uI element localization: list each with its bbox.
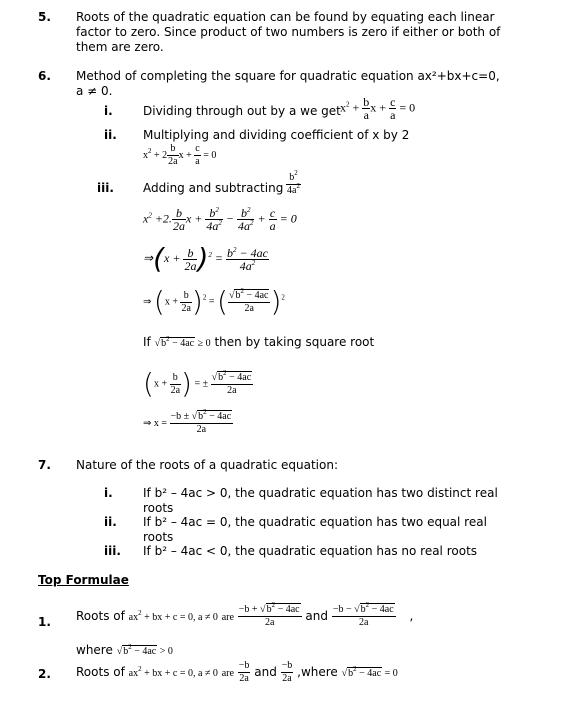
item-6-sub-iii-text: Adding and subtracting <box>143 181 284 195</box>
case-i-line-1: If b² – 4ac > 0, the quadratic equation has two distinct real <box>143 486 498 500</box>
equation-multiply-divide: $x^2 + 2$ $\frac{b}{2a}$ x + $\frac{c}{a}$ = 0 <box>143 143 217 167</box>
formula-2-where: ,where <box>297 665 338 679</box>
item-6-line-1: Method of completing the square for quadratic equation ax²+bx+c=0, <box>76 69 500 83</box>
item-6-sub-ii-label: ii. <box>104 128 117 142</box>
case-i-line-2: roots <box>143 501 174 515</box>
formula-2-and: and <box>254 665 277 679</box>
formula-2-line: Roots of $ax^2$ + bx + c = 0, a ≠ 0 are $\frac{-b}{2a}$ and $\frac{-b}{2a}$ ,where $√b^2 - 4ac = 0$ <box>76 660 398 684</box>
item-5-number: 5. <box>38 10 51 24</box>
if-condition-line: If $√b^2 - 4ac \ge 0$ then by taking square root <box>143 335 375 349</box>
formula-2-are: are <box>221 668 234 679</box>
formula-1-number: 1. <box>38 615 51 629</box>
case-iii-line-1: If b² – 4ac < 0, the quadratic equation has no real roots <box>143 544 478 558</box>
case-ii-label: ii. <box>104 515 117 529</box>
case-ii-line-1: If b² – 4ac = 0, the quadratic equation has two equal real <box>143 515 487 529</box>
equation-take-root: (x + $\frac{b}{2a}$ ) = ± $\frac{√b^2 - 4ac}{2a}$ <box>143 367 252 400</box>
formula-2-number: 2. <box>38 667 51 681</box>
item-7-number: 7. <box>38 458 51 472</box>
top-formulae-heading: Top Formulae <box>38 573 129 587</box>
equation-completed-square: ⇒(x + $\frac{b}{2a}$ )$^2$ = $\frac{b^2 - 4ac}{4a^2}$ <box>143 242 268 275</box>
item-6-sub-i-text: Dividing through out by a we get <box>143 104 341 118</box>
case-i-label: i. <box>104 486 113 500</box>
formula-1-where-line: where $√b^2 - 4ac > 0$ <box>76 643 173 657</box>
item-6-number: 6. <box>38 69 51 83</box>
item-6-sub-iii-label: iii. <box>97 181 114 195</box>
case-ii-line-2: roots <box>143 530 174 544</box>
equation-square-root-form: ⇒ (x + $\frac{b}{2a}$ )$^2$ = ( $\frac{√b^2 - 4ac}{2a}$ )$^2$ <box>143 285 285 318</box>
formula-1-comma: , <box>409 609 414 623</box>
then-label: then by taking square root <box>214 335 375 349</box>
formula-1-where: where <box>76 643 113 657</box>
equation-quadratic-formula: ⇒ x = $\frac{-b \pm √b^2 - 4ac}{2a}$ <box>143 408 232 435</box>
item-6-sub-ii-text: Multiplying and dividing coefficient of x by 2 <box>143 128 410 142</box>
item-5-line-3: them are zero. <box>76 40 164 54</box>
item-7-title: Nature of the roots of a quadratic equation: <box>76 458 338 472</box>
formula-1-prefix: Roots of <box>76 609 125 623</box>
equation-add-subtract: $x^2 +2$. $\frac{b}{2a}$ x + $\frac{b^2}{4a^2}$ − $\frac{b^2}{4a^2}$ + $\frac{c}{a}$ = 0 <box>143 206 297 233</box>
formula-1-line: Roots of $ax^2$ + bx + c = 0, a ≠ 0 are $\frac{-b + √b^2 - 4ac}{2a}$ and $\frac{-b - √b^2 - 4ac}{2a}$ , <box>76 601 414 628</box>
fraction-b2-over-4a2: $\frac{b^2}{4a^2}$ <box>287 169 300 196</box>
formula-2-prefix: Roots of <box>76 665 125 679</box>
item-5-line-2: factor to zero. Since product of two numbers is zero if either or both of <box>76 25 501 39</box>
item-6-sub-i-label: i. <box>104 104 113 118</box>
if-label: If <box>143 335 151 349</box>
item-5-line-1: Roots of the quadratic equation can be found by equating each linear <box>76 10 495 24</box>
case-iii-label: iii. <box>104 544 121 558</box>
item-6-line-2: a ≠ 0. <box>76 84 113 98</box>
equation-divide-by-a: $x^2$ + $\frac{b}{a}$ x + $\frac{c}{a}$ = 0 <box>340 95 416 122</box>
formula-1-and: and <box>305 609 328 623</box>
formula-1-are: are <box>221 612 234 623</box>
